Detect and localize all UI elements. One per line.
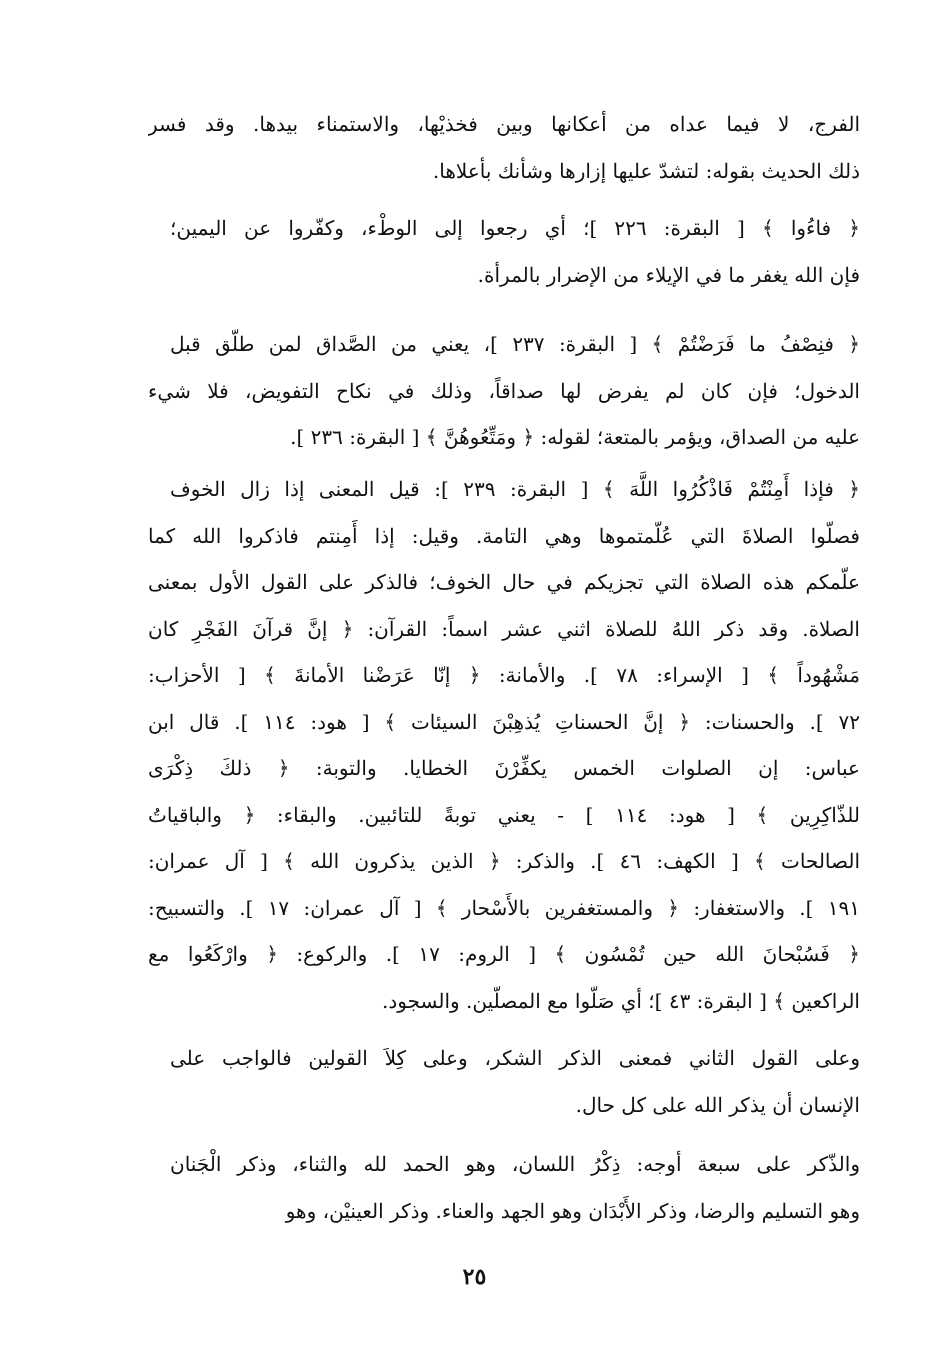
text-line: الإنسان أن يذكر الله على كل حال. xyxy=(575,1092,860,1117)
text-line: مَشْهُوداً ﴾ [ الإسراء: ٧٨ ]. والأمانة: ﴿ إنّا عَرَضْنا الأمانةَ ﴾ [ الأحزاب: xyxy=(148,663,860,687)
text-line: الصلاة. وقد ذكر اللهُ للصلاة اثني عشر اسماً: القرآن: ﴿ إنَّ قرآنَ الفَجْرِ كان xyxy=(148,616,860,641)
text-line: والذّكر على سبعة أوجه: ذِكْرُ اللسان، وهو الحمد لله والثناء، وذكر الْجَنان xyxy=(170,1152,860,1176)
text-line: ﴿ فاءُوا ﴾ [ البقرة: ٢٢٦ ]؛ أي رجعوا إلى الوطْء، وكفّروا عن اليمين؛ xyxy=(170,216,860,240)
text-line: ﴿ فنِصْفُ ما فَرَضْتُمْ ﴾ [ البقرة: ٢٣٧ ]، يعني من الصَّداق لمن طلّق قبل xyxy=(170,332,860,356)
text-line: فإن الله يغفر ما في الإيلاء من الإضرار بالمرأة. xyxy=(477,262,860,287)
text-line: ﴿ فإذا أَمِنْتُمْ فَاذْكُرُوا اللَّهَ ﴾ [ البقرة: ٢٣٩ ]: قيل المعنى إذا زال الخوف xyxy=(170,477,860,501)
text-line: وعلى القول الثاني فمعنى الذكر الشكر، وعلى كِلاَ القولين فالواجب على xyxy=(170,1046,860,1070)
text-line: الصالحات ﴾ [ الكهف: ٤٦ ]. والذكر: ﴿ الذين يذكرون الله ﴾ [ آل عمران: xyxy=(148,849,860,873)
text-line: الراكعين ﴾ [ البقرة: ٤٣ ]؛ أي صَلّوا مع المصلّين. والسجود. xyxy=(382,988,860,1013)
page-number: ٢٥ xyxy=(462,1264,487,1290)
text-line: علّمكم هذه الصلاة التي تجزيكم في حال الخوف؛ فالذكر على القول الأول بمعنى xyxy=(148,570,860,594)
text-line: ٧٢ ]. والحسنات: ﴿ إنَّ الحسناتِ يُذهِبْنَ السيئات ﴾ [ هود: ١١٤ ]. قال ابن xyxy=(148,709,860,734)
text-line: ذلك الحديث بقوله: لتشدّ عليها إزارها وشأنك بأعلاها. xyxy=(432,158,860,183)
text-line: ﴿ فَسُبْحانَ الله حين تُمْسُون ﴾ [ الروم: ١٧ ]. والركوع: ﴿ وارْكَعُوا مع xyxy=(148,942,860,966)
text-line: وهو التسليم والرضا، وذكر الأَبْدَان وهو الجهد والعناء. وذكر العينيْن، وهو xyxy=(285,1198,860,1223)
text-line: عباس: إن الصلوات الخمس يكفِّرْنَ الخطايا. والتوبة: ﴿ ذلكَ ذِكْرَى xyxy=(148,756,860,780)
text-line: ١٩١ ]. والاستغفار: ﴿ والمستغفرين بالأَسْحار ﴾ [ آل عمران: ١٧ ]. والتسبيح: xyxy=(148,895,860,920)
text-line: للذّاكِرِين ﴾ [ هود: ١١٤ ] - يعني توبةً للتائبين. والبقاء: ﴿ والباقياتُ xyxy=(148,802,860,827)
text-line: الدخول؛ فإن كان لم يفرض لها صداقاً، وذلك في نكاح التفويض، فلا شيء xyxy=(148,378,860,403)
text-line: الفرج، لا فيما عداه من أعكانها وبين فخذيْها، والاستمناء بيدها. وقد فسر xyxy=(148,112,860,136)
text-line: عليه من الصداق، ويؤمر بالمتعة؛ لقوله: ﴿ ومَتِّعُوهُنَّ ﴾ [ البقرة: ٢٣٦ ]. xyxy=(290,425,860,449)
text-line: فصلّوا الصلاةَ التي عُلّمتموها وهي التامة. وقيل: إذا أَمِنتم فاذكروا الله كما xyxy=(148,523,860,548)
